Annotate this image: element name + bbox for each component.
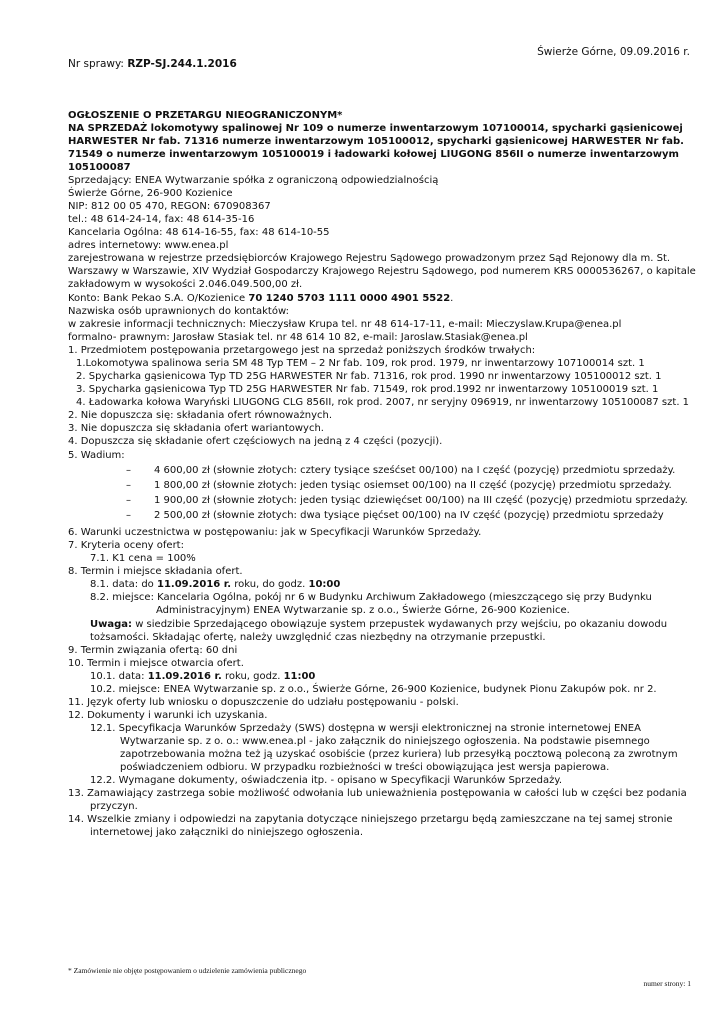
wadium-1: 4 600,00 zł (słownie złotych: cztery tysiące sześćset 00/100) na I część (pozycję) przedmiotu sprzedaży. — [154, 465, 676, 476]
contact-legal: formalno- prawnym: Jarosław Stasiak tel. nr 48 614 10 82, e-mail: Jaroslaw.Stasiak@enea.pl — [68, 332, 528, 343]
contact-technical: w zakresie informacji technicznych: Mieczysław Krupa tel. nr 48 614-17-11, e-mail: Mieczyslaw.Krupa@enea.pl — [68, 319, 622, 330]
wadium-2: 1 800,00 zł (słownie złotych: jeden tysiąc osiemset 00/100) na II część (pozycję) przedmiotu sprzedaży. — [154, 480, 672, 491]
bank-account-end: . — [450, 293, 454, 304]
asset-2: 2. Spycharka gąsienicowa Typ TD 25G HARWESTER Nr fab. 71316, rok prod. 1990 nr inwentarzowy 105100012 szt. 1 — [76, 371, 662, 382]
dash-bullet: – — [126, 480, 131, 491]
item-12-1-cont-2: zapotrzebowania można też ją uzyskać osobiście (przez kuriera) lub przesyłką pocztową poleconą za zwrotnym — [120, 749, 678, 760]
item-5: 5. Wadium: — [68, 450, 125, 461]
note-line-2: tożsamości. Składając ofertę, należy uwzględnić czas niezbędny na otrzymanie przepustki. — [90, 632, 546, 643]
case-number: RZP-SJ.244.1.2016 — [127, 58, 237, 70]
submission-time: 10:00 — [308, 579, 341, 590]
item-8-1-text-2: roku, do godz. — [231, 579, 309, 590]
item-6: 6. Warunki uczestnictwa w postępowaniu: jak w Specyfikacji Warunków Sprzedaży. — [68, 527, 482, 538]
item-7: 7. Kryteria oceny ofert: — [68, 540, 184, 551]
note-text: w siedzibie Sprzedającego obowiązuje system przepustek wydawanych przy wejściu, po okazaniu dowodu — [132, 619, 668, 630]
item-11: 11. Język oferty lub wniosku o dopuszczenie do udziału postępowaniu - polski. — [68, 697, 459, 708]
registration-line-1: zarejestrowana w rejestrze przedsiębiorców Krajowego Rejestru Sądowego prowadzonym przez Sąd Rejonowy dla m. St. — [68, 253, 671, 264]
announcement-title: OGŁOSZENIE O PRZETARGU NIEOGRANICZONYM* — [68, 110, 343, 121]
item-8-1-text: 8.1. data: do — [90, 579, 157, 590]
case-number-line — [68, 58, 237, 70]
dash-bullet: – — [126, 495, 131, 506]
title-line-2: NA SPRZEDAŻ lokomotywy spalinowej Nr 109 o numerze inwentarzowym 107100014, spycharki gąsienicowej — [68, 123, 683, 134]
seller-office: Kancelaria Ogólna: 48 614-16-55, fax: 48 614-10-55 — [68, 227, 330, 238]
asset-1: 1.Lokomotywa spalinowa seria SM 48 Typ TEM – 2 Nr fab. 109, rok prod. 1979, nr inwentarzowy 107100014 szt. 1 — [76, 358, 645, 369]
item-13-cont: przyczyn. — [90, 801, 138, 812]
bank-account-line — [68, 293, 453, 305]
item-12-1-cont-1: Wytwarzanie sp. z o. o.: www.enea.pl - jako załącznik do niniejszego ogłoszenia. Na podstawie pisemnego — [120, 736, 650, 747]
opening-date: 11.09.2016 r. — [147, 671, 222, 682]
item-12-1: 12.1. Specyfikacja Warunków Sprzedaży (SWS) dostępna w wersji elektronicznej na stronie internetowej ENEA — [90, 723, 641, 734]
item-9: 9. Termin związania ofertą: 60 dni — [68, 645, 238, 656]
wadium-item — [126, 495, 688, 507]
seller-nip-regon: NIP: 812 00 05 470, REGON: 670908367 — [68, 201, 271, 212]
item-12: 12. Dokumenty i warunki ich uzyskania. — [68, 710, 268, 721]
item-12-2: 12.2. Wymagane dokumenty, oświadczenia itp. - opisano w Specyfikacji Warunków Sprzedaży. — [90, 775, 563, 786]
dash-bullet: – — [126, 465, 131, 476]
dash-bullet: – — [126, 510, 131, 521]
item-4: 4. Dopuszcza się składanie ofert częściowych na jedną z 4 części (pozycji). — [68, 436, 443, 447]
footnote: * Zamówienie nie objęte postępowaniem o udzielenie zamówienia publicznego — [68, 966, 307, 975]
bank-account-number: 70 1240 5703 1111 0000 4901 5522 — [248, 293, 451, 304]
seller-address: Świerże Górne, 26-900 Kozienice — [68, 188, 233, 199]
opening-time: 11:00 — [283, 671, 316, 682]
wadium-3: 1 900,00 zł (słownie złotych: jeden tysiąc dziewięćset 00/100) na III część (pozycję) przedmiotu sprzedaży. — [154, 495, 688, 506]
wadium-item — [126, 465, 675, 477]
item-7-1: 7.1. K1 cena = 100% — [90, 553, 196, 564]
item-8-2-cont: Administracyjnym) ENEA Wytwarzanie sp. z o.o., Świerże Górne, 26-900 Kozienice. — [156, 605, 570, 616]
wadium-item — [126, 480, 672, 492]
item-14-cont: internetowej jako załączniki do niniejszego ogłoszenia. — [90, 827, 364, 838]
item-12-1-cont-3: poświadczeniem odbioru. W przypadku rozbieżności w treści obowiązująca jest wersja papierowa. — [120, 762, 610, 773]
item-3: 3. Nie dopuszcza się składania ofert wariantowych. — [68, 423, 324, 434]
asset-3: 3. Spycharka gąsienicowa Typ TD 25G HARWESTER Nr fab. 71549, rok prod.1992 nr inwentarzowy 105100019 szt. 1 — [76, 384, 659, 395]
case-number-label: Nr sprawy: — [68, 58, 128, 70]
item-10-2: 10.2. miejsce: ENEA Wytwarzanie sp. z o.o., Świerże Górne, 26-900 Kozienice, budynek Pionu Zakupów pok. nr 2. — [90, 684, 657, 695]
title-line-5: 105100087 — [68, 162, 131, 173]
item-8: 8. Termin i miejsce składania ofert. — [68, 566, 243, 577]
seller-website: adres internetowy: www.enea.pl — [68, 240, 229, 251]
item-10: 10. Termin i miejsce otwarcia ofert. — [68, 658, 244, 669]
wadium-4: 2 500,00 zł (słownie złotych: dwa tysiące pięćset 00/100) na IV część (pozycję) przedmiotu sprzedaży — [154, 510, 664, 521]
registration-line-3: zakładowym w wysokości 2.046.049.500,00 zł. — [68, 279, 303, 290]
item-8-2: 8.2. miejsce: Kancelaria Ogólna, pokój nr 6 w Budynku Archiwum Zakładowego (mieszczącego się przy Budynku — [90, 592, 652, 603]
document-date: Świerże Górne, 09.09.2016 r. — [537, 46, 690, 58]
item-13: 13. Zamawiający zastrzega sobie możliwość odwołania lub unieważnienia postępowania w całości lub w części bez podania — [68, 788, 687, 799]
note-label: Uwaga: — [90, 619, 133, 630]
item-10-1-text-2: roku, godz. — [221, 671, 284, 682]
item-2: 2. Nie dopuszcza się: składania ofert równoważnych. — [68, 410, 333, 421]
page-number: numer strony: 1 — [643, 979, 691, 988]
item-10-1-text: 10.1. data: — [90, 671, 148, 682]
seller-name: Sprzedający: ENEA Wytwarzanie spółka z ograniczoną odpowiedzialnością — [68, 175, 439, 186]
seller-phone: tel.: 48 614-24-14, fax: 48 614-35-16 — [68, 214, 255, 225]
title-line-3: HARWESTER Nr fab. 71316 numerze inwentarzowym 105100012, spycharki gąsienicowej HARWESTER Nr fab. — [68, 136, 684, 147]
asset-4: 4. Ładowarka kołowa Waryński LIUGONG CLG 856II, rok prod. 2007, nr seryjny 096919, nr inwentarzowy 105100087 szt. 1 — [76, 397, 690, 408]
bank-account-label: Konto: Bank Pekao S.A. O/Kozienice — [68, 293, 249, 304]
item-1: 1. Przedmiotem postępowania przetargowego jest na sprzedaż poniższych środków trwałych: — [68, 345, 536, 356]
registration-line-2: Warszawy w Warszawie, XIV Wydział Gospodarczy Krajowego Rejestru Sądowego, pod numerem KRS 0000536267, o kapitale — [68, 266, 696, 277]
item-14: 14. Wszelkie zmiany i odpowiedzi na zapytania dotyczące niniejszego przetargu będą zamieszczane na tej samej stronie — [68, 814, 673, 825]
wadium-item — [126, 510, 664, 522]
contacts-heading: Nazwiska osób uprawnionych do kontaktów: — [68, 306, 289, 317]
item-8-1 — [90, 579, 340, 591]
note-line-1 — [90, 619, 667, 631]
item-10-1 — [90, 671, 315, 683]
submission-date: 11.09.2016 r. — [156, 579, 232, 590]
title-line-4: 71549 o numerze inwentarzowym 105100019 i ładowarki kołowej LIUGONG 856II o numerze inwentarzowym — [68, 149, 679, 160]
